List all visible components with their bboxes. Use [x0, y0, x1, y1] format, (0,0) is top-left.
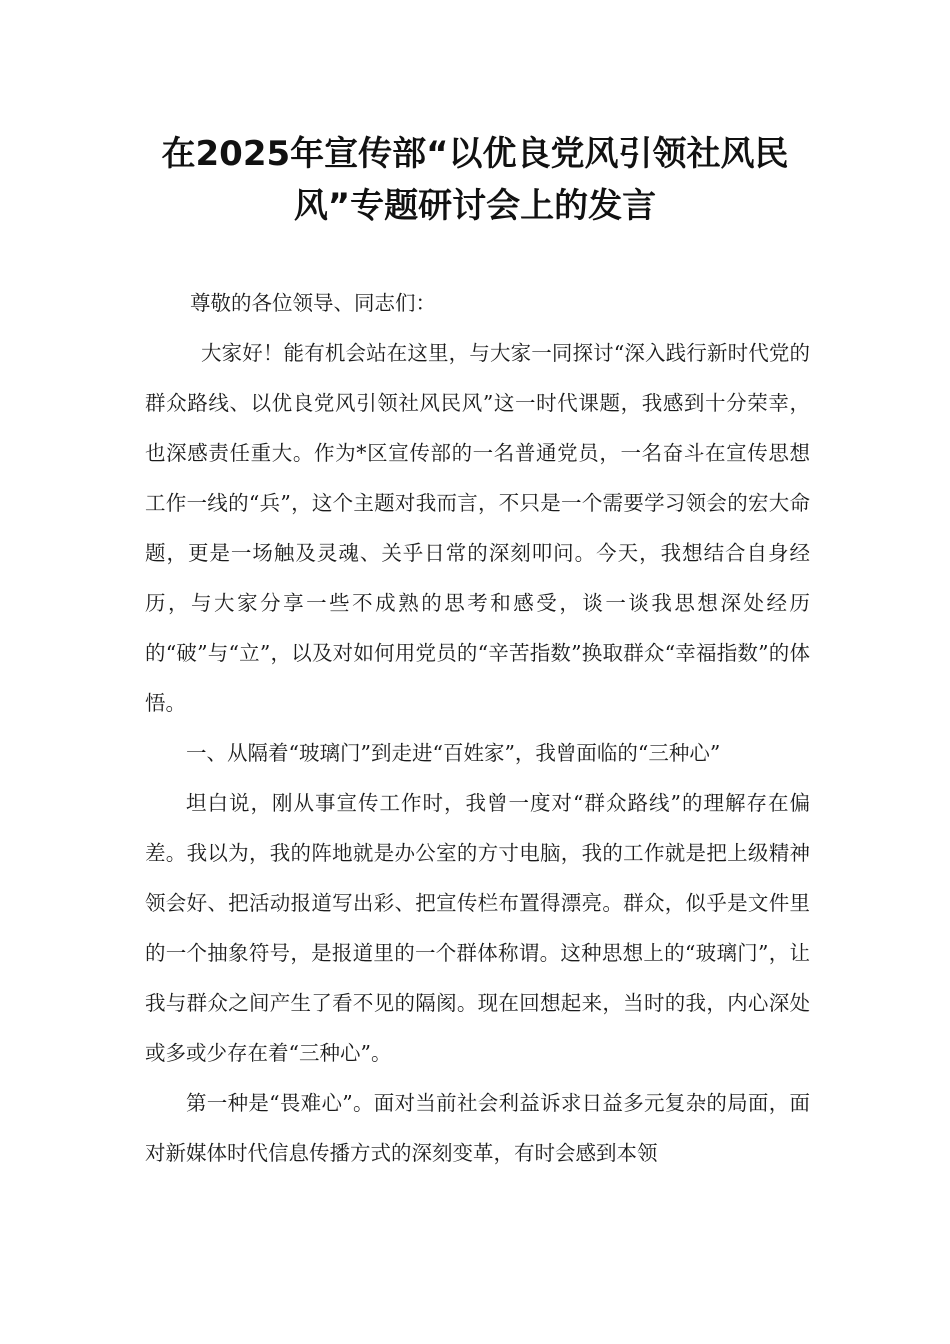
paragraph-opening: 大家好！能有机会站在这里，与大家一同探讨“深入践行新时代党的群众路线、以优良党风引领社风民风”这一时代课题，我感到十分荣幸，也深感责任重大。作为*区宣传部的一名普通党员，一名奋斗在宣传思想工作一线的“兵”，这个主题对我而言，不只是一个需要学习领会的宏大命题，更是一场触及灵魂、关乎日常的深刻叩问。今天，我想结合自身经历，与大家分享一些不成熟的思考和感受，谈一谈我思想深处经历的“破”与“立”，以及对如何用党员的“辛苦指数”换取群众“幸福指数”的体悟。 [145, 341, 810, 715]
greeting: 尊敬的各位领导、同志们： [190, 291, 436, 315]
section-heading: 一、从隔着“玻璃门”到走进“百姓家”，我曾面临的“三种心” [186, 741, 721, 765]
document-title [140, 128, 810, 232]
title-line-2: 风”专题研讨会上的发言 [293, 186, 657, 226]
paragraph-section-2: 第一种是“畏难心”。面对当前社会利益诉求日益多元复杂的局面，面对新媒体时代信息传播方式的深刻变革，有时会感到本领 [145, 1091, 810, 1165]
document-body [145, 278, 810, 1178]
paragraph-section-1: 坦白说，刚从事宣传工作时，我曾一度对“群众路线”的理解存在偏差。我以为，我的阵地就是办公室的方寸电脑，我的工作就是把上级精神领会好、把活动报道写出彩、把宣传栏布置得漂亮。群众，似乎是文件里的一个抽象符号，是报道里的一个群体称谓。这种思想上的“玻璃门”，让我与群众之间产生了看不见的隔阂。现在回想起来，当时的我，内心深处或多或少存在着“三种心”。 [145, 791, 810, 1065]
title-line-1: 在2025年宣传部“以优良党风引领社风民 [161, 134, 789, 174]
